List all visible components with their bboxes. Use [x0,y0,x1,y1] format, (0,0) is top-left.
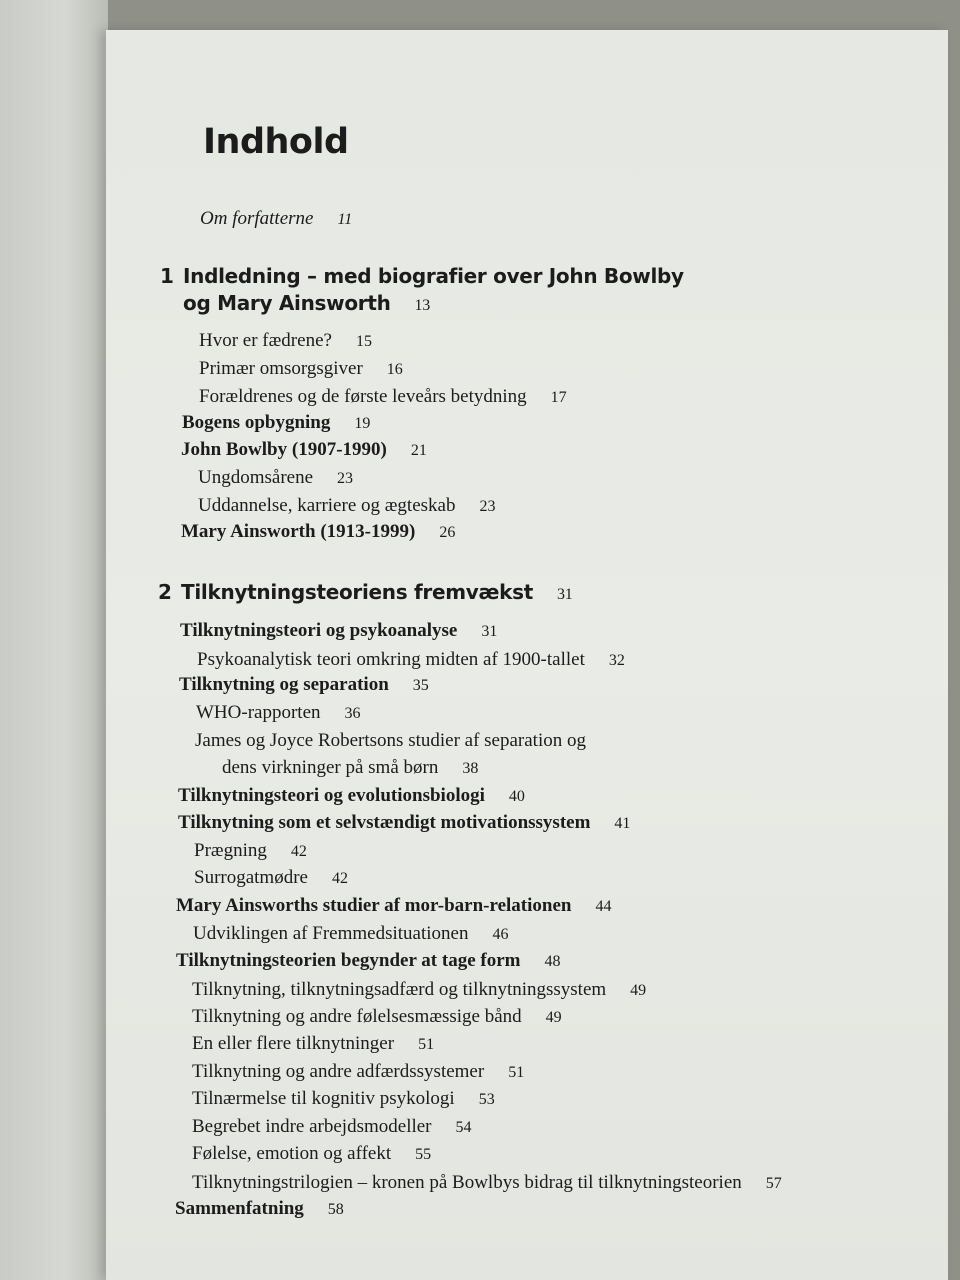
chapter-2-heading [158,580,573,604]
page-title: Indhold [203,122,349,162]
toc-entry-section [181,521,455,543]
toc-entry [194,840,307,862]
toc-entry [199,358,403,380]
toc-page: 23 [337,470,354,487]
toc-label: Begrebet indre arbejdsmodeller [192,1116,432,1137]
toc-page: 31 [557,586,573,603]
toc-page: 58 [327,1201,344,1218]
toc-label: Primær omsorgsgiver [199,358,363,379]
facing-page-edge [0,0,108,1280]
chapter-title: Tilknytningsteoriens fremvækst [181,580,534,604]
toc-entry-section [182,412,370,434]
chapter-number: 1 [160,264,174,288]
toc-label: Tilknytning og andre følelsesmæssige bånd [192,1006,522,1027]
toc-page: 54 [455,1119,472,1136]
toc-label: Tilknytning som et selvstændigt motivationssystem [178,812,591,833]
toc-page: 44 [595,898,612,915]
toc-label: Ungdomsårene [198,467,314,488]
toc-entry-section [181,439,427,461]
toc-label: Uddannelse, karriere og ægteskab [198,495,456,516]
toc-page: 46 [492,926,509,943]
toc-entry-section [178,812,630,834]
toc-page: 21 [410,442,427,459]
toc-page: 55 [415,1146,432,1163]
toc-page: 51 [418,1036,435,1053]
toc-label: Tilknytning, tilknytningsadfærd og tilknytningssystem [192,979,607,1000]
toc-label: Sammenfatning [175,1198,304,1219]
toc-page: 19 [354,415,371,432]
toc-label: John Bowlby (1907-1990) [181,439,387,460]
toc-label: Hvor er fædrene? [199,330,332,351]
toc-label: Surrogatmødre [194,867,308,888]
toc-label: Tilknytningsteori og evolutionsbiologi [178,785,485,806]
chapter-number: 2 [158,580,172,604]
toc-label: Mary Ainsworths studier af mor-barn-relationen [176,895,572,916]
toc-entry-section [178,785,525,807]
toc-entry [197,649,625,671]
toc-entry-front [200,208,352,230]
toc-page: 48 [544,953,561,970]
toc-entry [199,330,372,352]
chapter-title-line1: Indledning – med biografier over John Bowlby [183,264,684,288]
toc-page: 36 [344,705,361,722]
toc-label: Tilknytning og andre adfærdssystemer [192,1061,485,1082]
toc-page: 32 [608,652,625,669]
toc-entry-continuation [222,757,478,779]
toc-entry [196,702,361,724]
toc-page: 26 [439,524,456,541]
toc-entry [192,1116,472,1138]
toc-entry [193,923,508,945]
chapter-title-line2: og Mary Ainsworth [183,291,391,315]
toc-label: Tilknytning og separation [179,674,389,695]
toc-page: 41 [614,815,631,832]
toc-label: Prægning [194,840,267,861]
toc-entry-section [180,620,497,642]
toc-entry [192,1006,562,1028]
toc-label: Tilknytningstrilogien – kronen på Bowlbys bidrag til tilknytningsteorien [192,1172,742,1193]
toc-page: 51 [508,1064,525,1081]
toc-page: 53 [478,1091,495,1108]
toc-label: dens virkninger på små børn [222,757,439,778]
toc-entry [192,1143,431,1165]
toc-entry [199,386,567,408]
chapter-1-heading [160,264,684,315]
toc-page: 57 [765,1175,782,1192]
toc-page: 35 [412,677,429,694]
toc-entry-section [179,674,429,696]
toc-label: Bogens opbygning [182,412,331,433]
toc-page: 15 [355,333,372,350]
toc-label: Psykoanalytisk teori omkring midten af 1900-tallet [197,649,585,670]
toc-entry-section [176,895,611,917]
toc-page: 42 [331,870,348,887]
toc-page: 16 [386,361,403,378]
toc-label: James og Joyce Robertsons studier af separation og [195,730,586,751]
toc-label: Tilknytningsteorien begynder at tage form [176,950,521,971]
toc-label: Udviklingen af Fremmedsituationen [193,923,469,944]
toc-page: 40 [508,788,525,805]
toc-page: 49 [630,982,647,999]
toc-entry-section [175,1198,344,1220]
toc-label: Om forfatterne [200,208,314,229]
toc-entry [198,495,495,517]
toc-entry [194,867,348,889]
toc-entry [198,467,353,489]
toc-entry [192,1172,782,1194]
toc-entry [192,1061,524,1083]
toc-page: 23 [479,498,496,515]
toc-entry [192,979,646,1001]
toc-label: Følelse, emotion og affekt [192,1143,392,1164]
toc-entry [195,730,586,752]
toc-entry [192,1088,495,1110]
toc-entry [192,1033,434,1055]
toc-label: Tilknytningsteori og psykoanalyse [180,620,458,641]
toc-entry-section [176,950,560,972]
toc-page: 49 [545,1009,562,1026]
toc-label: Tilnærmelse til kognitiv psykologi [192,1088,455,1109]
toc-page: 11 [337,211,353,228]
toc-page: 13 [414,297,430,314]
toc-page: 31 [481,623,498,640]
toc-label: WHO-rapporten [196,702,321,723]
toc-page: 17 [550,389,567,406]
toc-label: Mary Ainsworth (1913-1999) [181,521,416,542]
toc-label: En eller flere tilknytninger [192,1033,395,1054]
toc-page: 38 [462,760,479,777]
toc-label: Forældrenes og de første leveårs betydning [199,386,527,407]
toc-page: 42 [290,843,307,860]
